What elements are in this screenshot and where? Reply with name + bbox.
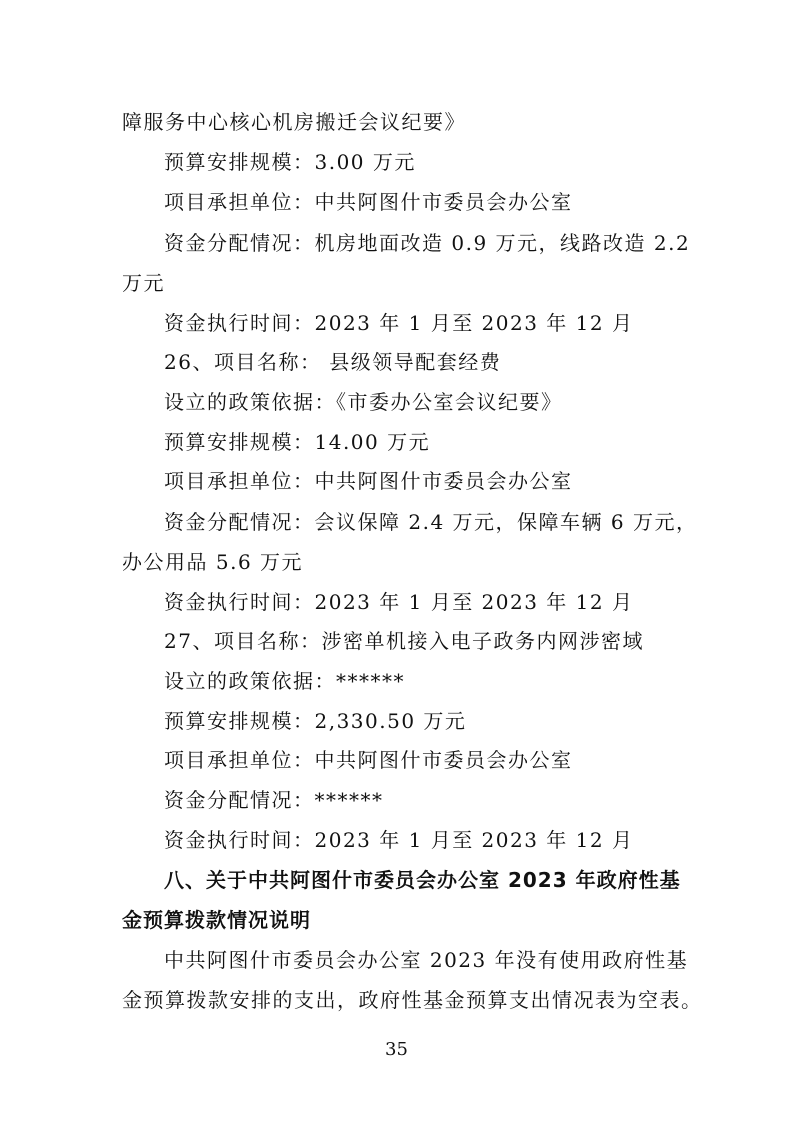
text-line: 障服务中心核心机房搬迁会议纪要》	[122, 110, 466, 134]
text-line: 资金执行时间：2023 年 1 月至 2023 年 12 月	[164, 590, 634, 614]
text-line: 项目承担单位：中共阿图什市委员会办公室	[164, 469, 573, 493]
text-line: 27、项目名称：涉密单机接入电子政务内网涉密域	[164, 629, 644, 653]
page-number: 35	[385, 1039, 408, 1060]
text-line: 资金执行时间：2023 年 1 月至 2023 年 12 月	[164, 311, 634, 335]
text-line: 资金分配情况：******	[164, 788, 384, 812]
text-line: 资金分配情况：机房地面改造 0.9 万元，线路改造 2.2	[164, 231, 691, 255]
text-line: 设立的政策依据：《市委办公室会议纪要》	[164, 390, 563, 414]
section-heading-continued: 金预算拨款情况说明	[122, 908, 311, 932]
text-line: 预算安排规模：3.00 万元	[164, 150, 416, 174]
text-line: 万元	[122, 271, 165, 295]
text-line: 预算安排规模：14.00 万元	[164, 430, 431, 454]
text-line: 办公用品 5.6 万元	[122, 550, 304, 574]
text-line: 项目承担单位：中共阿图什市委员会办公室	[164, 190, 573, 214]
text-line: 设立的政策依据：******	[164, 669, 405, 693]
section-body-line: 中共阿图什市委员会办公室 2023 年没有使用政府性基	[164, 948, 689, 972]
text-line: 26、项目名称： 县级领导配套经费	[164, 350, 502, 374]
text-line: 预算安排规模：2,330.50 万元	[164, 709, 467, 733]
text-line: 资金执行时间：2023 年 1 月至 2023 年 12 月	[164, 828, 634, 852]
section-heading: 八、关于中共阿图什市委员会办公室 2023 年政府性基	[164, 868, 681, 892]
text-line: 项目承担单位：中共阿图什市委员会办公室	[164, 748, 573, 772]
text-line: 资金分配情况：会议保障 2.4 万元，保障车辆 6 万元，	[164, 510, 698, 534]
section-body-line: 金预算拨款安排的支出，政府性基金预算支出情况表为空表。	[122, 988, 703, 1012]
